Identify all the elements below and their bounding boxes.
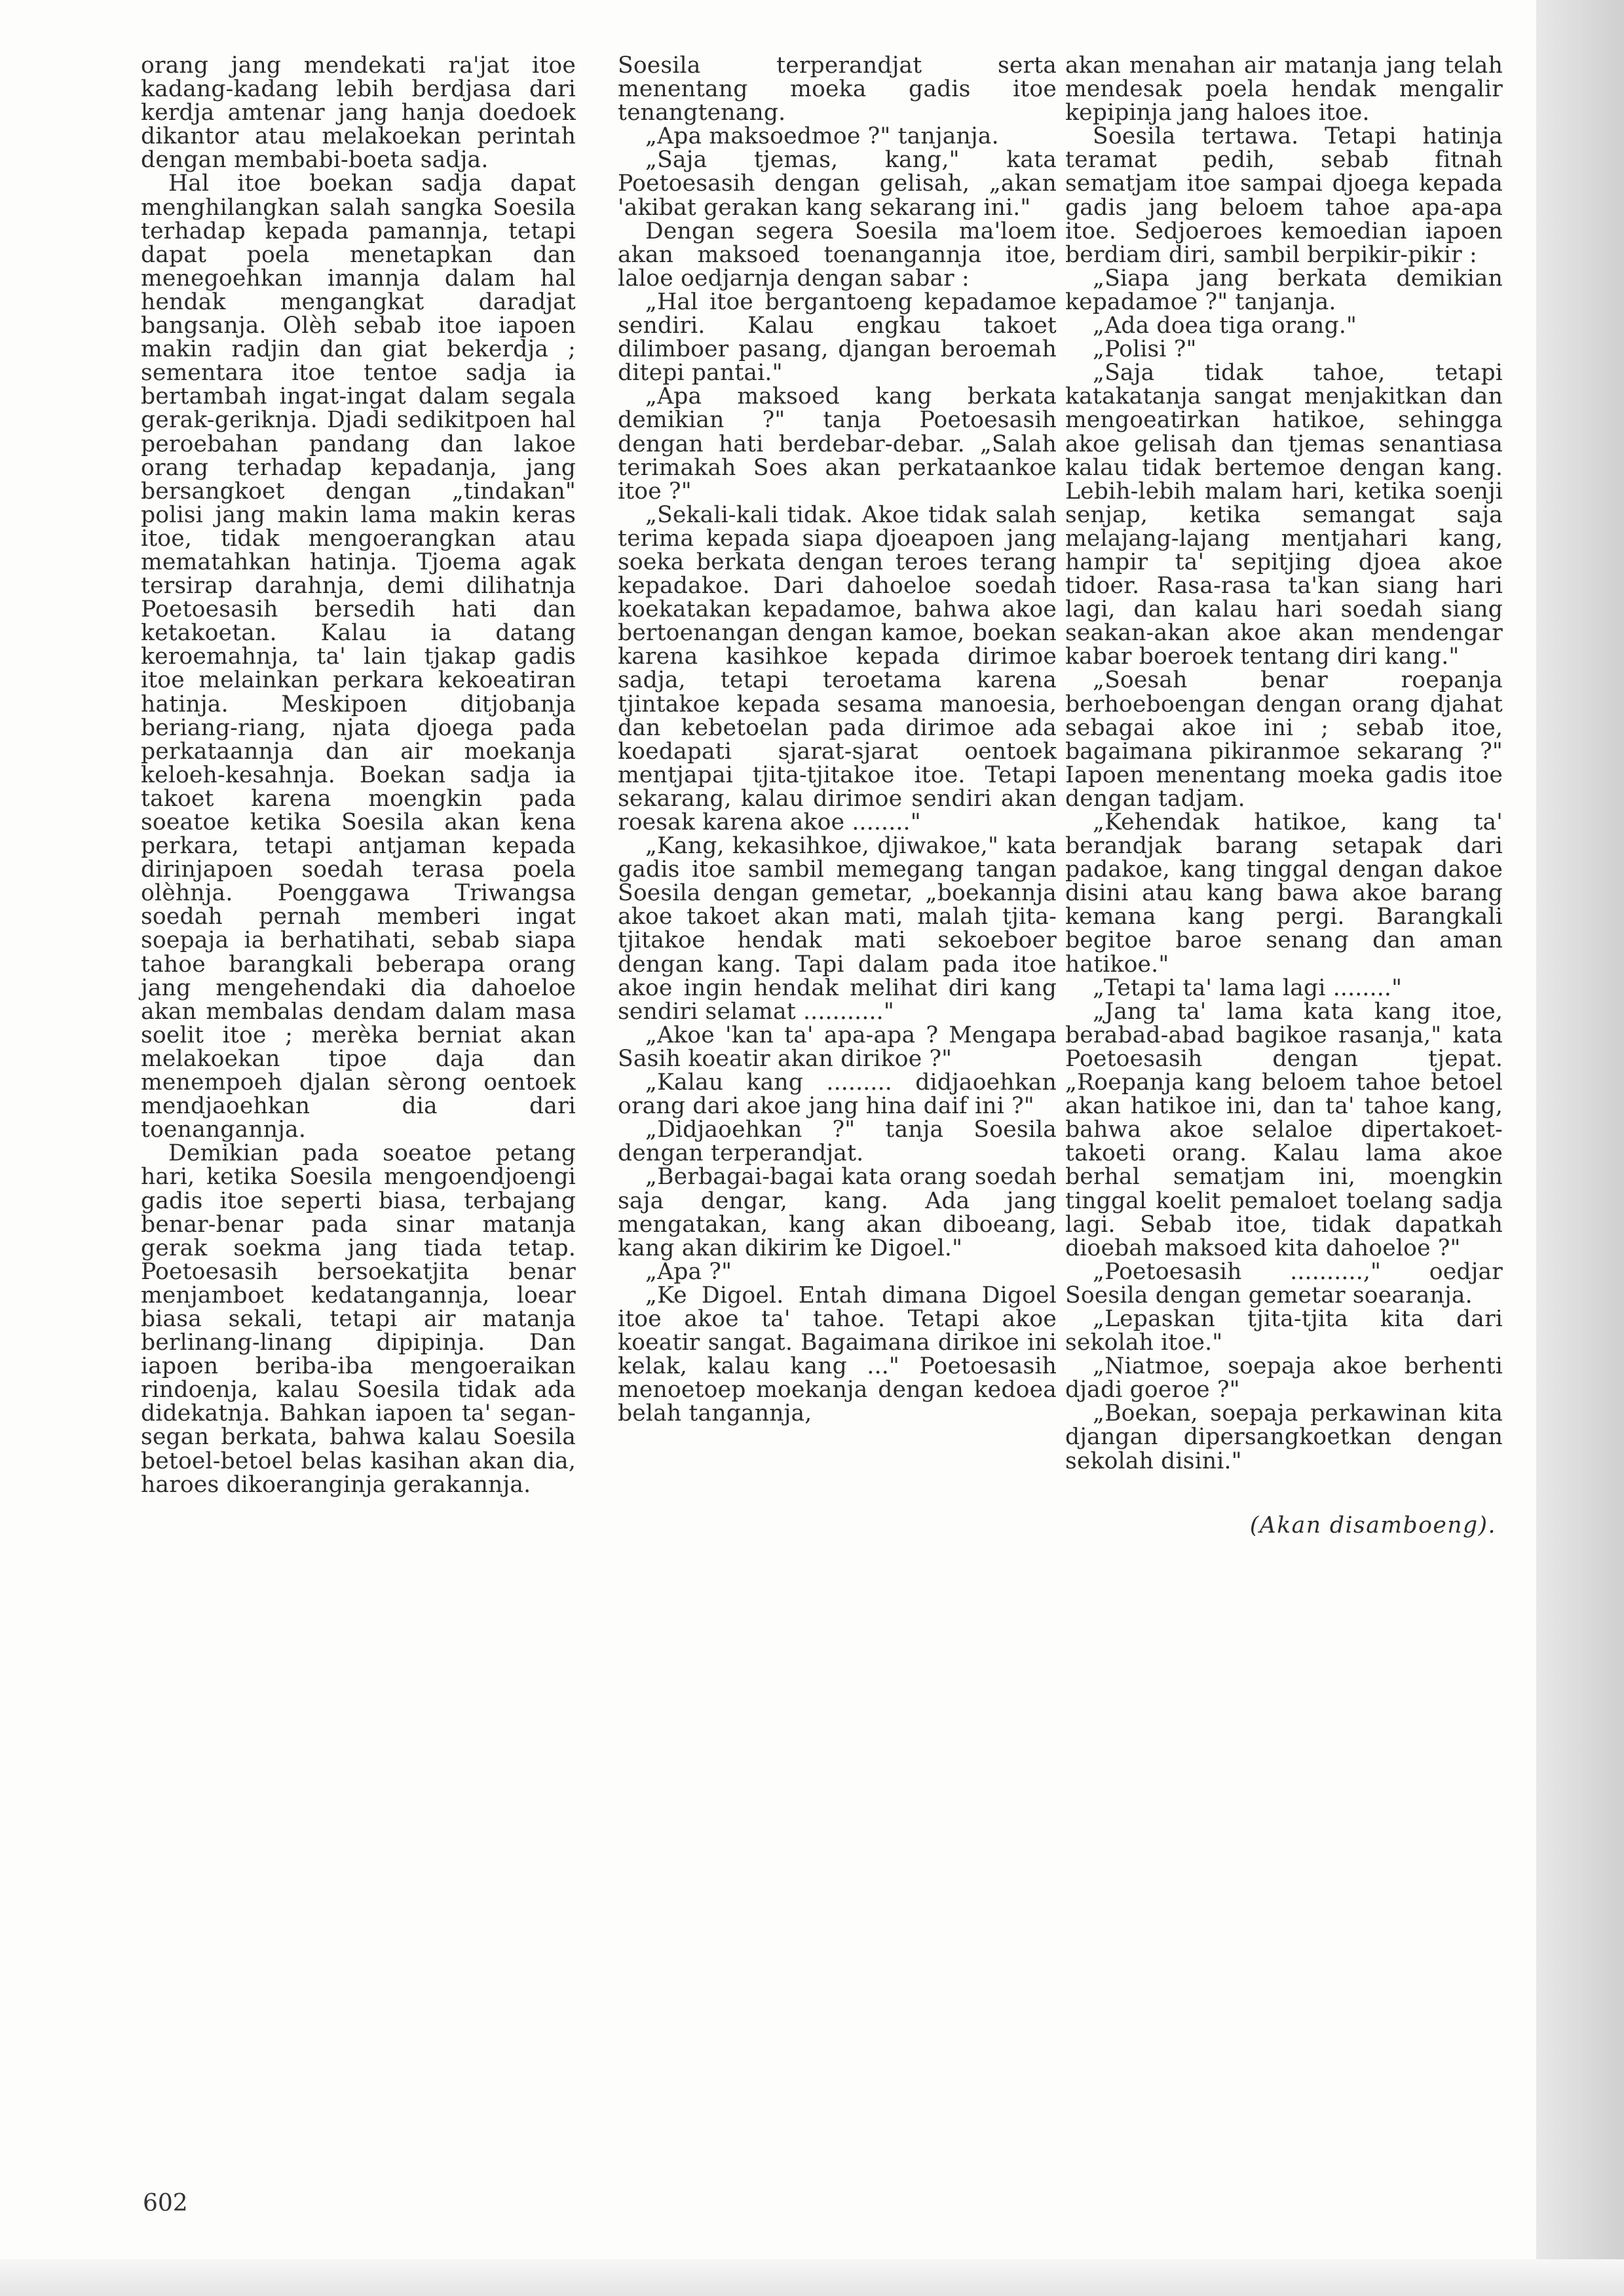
paragraph: „Polisi ?" (1093, 336, 1197, 363)
paragraph: „Kang, kekasihkoe, djiwakoe," kata gadis itoe sambil memegang tangan Soesila dengan gemetar, „boekannja akoe takoet akan mati, malah tjita-tjitakoe hendak mati sekoeboer dengan kang. Tapi dalam pada itoe akoe ingin hendak melihat diri kang sendiri selamat ..........." (618, 833, 1057, 1025)
text-column-3 (1065, 54, 1503, 1537)
paragraph: „Niatmoe, soepaja akoe berhenti djadi goeroe ?" (1065, 1353, 1503, 1404)
paragraph: „Apa ?" (645, 1258, 732, 1285)
page-number: 602 (143, 2190, 188, 2217)
paragraph: „Ada doea tiga orang." (1093, 313, 1357, 339)
paragraph: „Boekan, soepaja perkawinan kita djangan dipersangkoetkan dengan sekolah disini." (1065, 1400, 1503, 1474)
paragraph: „Kalau kang ......... didjaoehkan orang dari akoe jang hina daif ini ?" (618, 1069, 1057, 1120)
paragraph: Demikian pada soeatoe petang hari, ketika Soesila mengoendjoengi gadis itoe seperti biasa, terbajang benar-benar pada sinar matanja gerak soekma jang tiada tetap. Poetoesasih bersoekatjita benar menjamboet kedatangannja, loear biasa sekali, tetapi air matanja berlinang-linang dipipinja. Dan iapoen beriba-iba mengoeraikan rindoenja, kalau Soesila tidak ada didekatnja. Bahkan iapoen ta' segan-segan berkata, bahwa kalau Soesila betoel-betoel belas kasihan akan dia, haroes dikoeranginja gerakannja. (141, 1140, 576, 1498)
paragraph: „Berbagai-bagai kata orang soedah saja dengar, kang. Ada jang mengatakan, kang akan diboeang, kang akan dikirim ke Digoel." (618, 1164, 1057, 1261)
paragraph: „Kehendak hatikoe, kang ta' berandjak barang setapak dari padakoe, kang tinggal dengan dakoe disini atau kang bawa akoe barang kemana kang pergi. Barangkali begitoe baroe senang dan aman hatikoe." (1065, 809, 1503, 978)
paragraph: Dengan segera Soesila ma'loem akan maksoed toenangannja itoe, laloe oedjarnja dengan sabar : (618, 218, 1057, 292)
page-shadow-right (1536, 0, 1624, 2296)
paragraph: orang jang mendekati ra'jat itoe kadang-kadang lebih berdjasa dari kerdja amtenar jang hanja doedoek dikantor atau melakoekan perintah dengan membabi-boeta sadja. (141, 52, 576, 174)
paragraph: Soesila terperandjat serta menentang moeka gadis itoe tenangtenang. (618, 52, 1057, 126)
paragraph: „Hal itoe bergantoeng kepadamoe sendiri. Kalau engkau takoet dilimboer pasang, djangan beroemah ditepi pantai." (618, 288, 1057, 387)
to-be-continued-note: (Akan disamboeng). (1249, 1512, 1496, 1539)
paragraph: „Soesah benar roepanja berhoeboengan dengan orang djahat sebagai akoe ini ; sebab itoe, bagaimana pikiranmoe sekarang ?" Iapoen menentang moeka gadis itoe dengan tadjam. (1065, 667, 1503, 812)
paragraph: Hal itoe boekan sadja dapat menghilangkan salah sangka Soesila terhadap kepada pamannja, tetapi dapat poela menetapkan dan menegoehkan imannja dalam hal hendak mengangkat daradjat bangsanja. Olèh sebab itoe iapoen makin radjin dan giat bekerdja ; sementara itoe tentoe sadja ia bertambah ingat-ingat dalam segala gerak-geriknja. Djadi sedikitpoen hal peroebahan pandang dan lakoe orang terhadap kepadanja, jang bersangkoet dengan „tindakan" polisi jang makin lama makin keras itoe, tidak mengoerangkan atau mematahkan hatinja. Tjoema agak tersirap darahnja, demi dilihatnja Poetoesasih bersedih hati dan ketakoetan. Kalau ia datang keroemahnja, ta' lain tjakap gadis itoe melainkan perkara kekoeatiran hatinja. Meskipoen ditjobanja beriang-riang, njata djoega pada perkataannja dan air moekanja keloeh-kesahnja. Boekan sadja ia takoet karena moengkin pada soeatoe ketika Soesila akan kena perkara, tetapi antjaman kepada dirinjapoen soedah terasa poela olèhnja. Poenggawa Triwangsa soedah pernah memberi ingat soepaja ia berhatihati, sebab siapa tahoe barangkali beberapa orang jang mengehendaki dia dahoeloe akan membalas dendam dalam masa soelit itoe ; merèka berniat akan melakoekan tipoe daja dan menempoeh djalan sèrong oentoek mendjaoehkan dia dari toenangannja. (141, 170, 576, 1143)
paragraph: „Jang ta' lama kata kang itoe, berabad-abad bagikoe rasanja," kata Poetoesasih dengan tjepat. „Roepanja kang beloem tahoe betoel akan hatikoe ini, dan ta' tahoe kang, bahwa akoe selaloe dipertakoet-takoeti orang. Kalau lama akoe berhal sematjam ini, moengkin tinggal koelit pemaloet toelang sadja lagi. Sebab itoe, tidak dapatkah dioebah maksoed kita dahoeloe ?" (1065, 998, 1503, 1261)
paragraph: „Didjaoehkan ?" tanja Soesila dengan terperandjat. (618, 1117, 1057, 1167)
paragraph: „Akoe 'kan ta' apa-apa ? Mengapa Sasih koeatir akan dirikoe ?" (618, 1022, 1057, 1072)
paragraph: „Sekali-kali tidak. Akoe tidak salah terima kepada siapa djoeapoen jang soeka berkata dengan teroes terang kepadakoe. Dari dahoeloe soedah koekatakan kepadamoe, bahwa akoe bertoenangan dengan kamoe, boekan karena kasihkoe kepada dirimoe sadja, tetapi teroetama karena tjintakoe kepada sesama manoesia, dan kebetoelan pada dirimoe ada koedapati sjarat-sjarat oentoek mentjapai tjita-tjitakoe itoe. Tetapi sekarang, kalau dirimoe sendiri akan roesak karena akoe ........" (618, 501, 1057, 835)
paragraph: „Lepaskan tjita-tjita kita dari sekolah itoe." (1065, 1305, 1503, 1356)
paragraph: „Apa maksoed kang berkata demikian ?" tanja Poetoesasih dengan hati berdebar-debar. „Salah terimakah Soes akan perkataankoe itoe ?" (618, 383, 1057, 505)
paragraph: „Poetoesasih ..........," oedjar Soesila dengan gemetar soearanja. (1065, 1258, 1503, 1309)
paragraph: akan menahan air matanja jang telah mendesak poela hendak mengalir kepipinja jang haloes itoe. (1065, 52, 1503, 126)
paragraph: „Saja tjemas, kang," kata Poetoesasih dengan gelisah, „akan 'akibat gerakan kang sekarang ini." (618, 147, 1057, 221)
paragraph: „Apa maksoedmoe ?" tanjanja. (645, 123, 999, 150)
paragraph: „Saja tidak tahoe, tetapi katakatanja sangat menjakitkan dan mengoeatirkan hatikoe, sehingga akoe gelisah dan tjemas senantiasa kalau tidak bertemoe dengan kang. Lebih-lebih malam hari, ketika soenji senjap, ketika semangat saja melajang-lajang mentjahari kang, hampir ta' sepitjing djoea akoe tidoer. Rasa-rasa ta'kan siang hari lagi, dan kalau hari soedah siang seakan-akan akoe akan mendengar kabar boeroek tentang diri kang." (1065, 360, 1503, 670)
paragraph: Soesila tertawa. Tetapi hatinja teramat pedih, sebab fitnah sematjam itoe sampai djoega kepada gadis jang beloem tahoe apa-apa itoe. Sedjoeroes kemoedian iapoen berdiam diri, sambil berpikir-pikir : (1065, 123, 1503, 268)
page-shadow-bottom (0, 2259, 1624, 2296)
paragraph: „Siapa jang berkata demikian kepadamoe ?" tanjanja. (1065, 265, 1503, 315)
text-column-1 (141, 54, 576, 1497)
text-column-2 (618, 54, 1057, 1425)
paragraph: „Ke Digoel. Entah dimana Digoel itoe akoe ta' tahoe. Tetapi akoe koeatir sangat. Bagaimana dirikoe ini kelak, kalau kang ..." Poetoesasih menoetoep moekanja dengan kedoea belah tangannja, (618, 1282, 1057, 1427)
paragraph: „Tetapi ta' lama lagi ........" (1093, 974, 1403, 1001)
